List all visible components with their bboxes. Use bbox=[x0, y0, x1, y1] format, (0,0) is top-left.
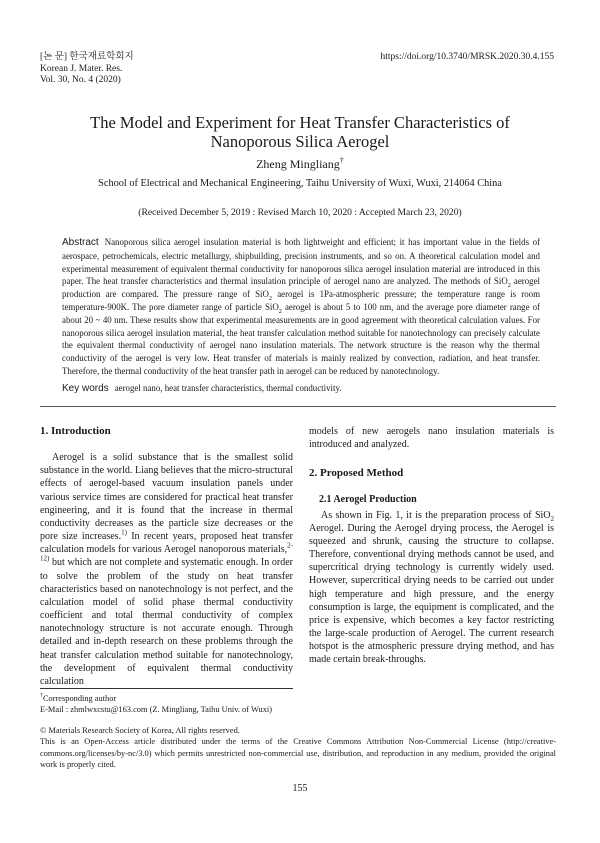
page-number: 155 bbox=[292, 783, 308, 794]
journal-name-en: Korean J. Mater. Res. bbox=[40, 63, 123, 74]
abstract-label: Abstract bbox=[62, 237, 99, 248]
intro-text-3: but which are not complete and systematic enough. In order to solve the problem of the study on heat transfer characteristics based on nanotechnology is not perfect, and the calculation model of solid phase thermal conductivity coefficient and total thermal conductivity of complex nanotechnology structure is not accurate enough. Through detailed and in-depth research on these problems through the heat transfer calculation method suitable for nanotechnology, the development of equivalent thermal conductivity calculation bbox=[40, 557, 293, 687]
license-text: This is an Open-Access article distributed under the terms of the Creative Commons Attribution Non-Commercial License (http://creative-commons.org/licenses/by-nc/3.0) which permits unrestricted non-commercial use, distribution, and reproduction in any medium, provided the original work is properly cited. bbox=[40, 737, 556, 770]
section-1-heading: 1. Introduction bbox=[40, 425, 111, 437]
production-text-1: As shown in Fig. 1, it is the preparation process of SiO bbox=[321, 509, 551, 521]
intro-text-1: Aerogel is a solid substance that is the smallest solid substance in the world. Liang believes that the micro-structural effects of aerogel-based vacuum insulation panels under various service times are considered for practical heat transfer engineering, and it is found that the increase in thermal conductivity decreases as the particle size decreases or the pore size increases. bbox=[40, 452, 293, 543]
production-sub: 2 bbox=[550, 514, 554, 523]
author-name bbox=[0, 157, 600, 172]
production-text-2: Aerogel. During the Aerogel drying process, the Aerogel is squeezed and shrunk, causing the structure to collapse. Therefore, conventional drying methods cannot be used, and supercritical drying technology is currently widely used. However, supercritical drying needs to be carried out under high temperature and high pressure, and the energy consumption is large, the equipment is complicated, and the price is expensive, which becomes a key factor restricting the large-scale production of Aerogel. The current research hotspot is the atmospheric pressure drying method, and has made certain break-throughs. bbox=[309, 522, 554, 666]
abstract-text-1: Nanoporous silica aerogel insulation material is both lightweight and efficient; it has important value in the fields of aerospace, petrochemicals, electric metallurgy, shipbuilding, precision instruments, and so on. A theoretical calculation model and experimental measurement of equivalent thermal conductivity for nanoporous silica aerogel insulation material are introduced in this paper. The heat transfer characteristics and thermal insulation principle of aerogel nano are analyzed. The methods of SiO bbox=[62, 237, 540, 287]
abstract-sub-3: 2 bbox=[278, 307, 282, 315]
introduction-paragraph bbox=[40, 451, 293, 688]
footnote-divider bbox=[40, 688, 293, 689]
ref-2-12: 2-12) bbox=[40, 541, 293, 564]
copyright-line-1: © Materials Research Society of Korea, All rights reserved. bbox=[40, 726, 240, 735]
abstract-text-3: aerogel is 1Pa-atmospheric pressure; the temperature range is room temperature-900K. The pore diameter range of particle SiO bbox=[62, 289, 540, 312]
left-column bbox=[40, 425, 293, 688]
paper-title bbox=[40, 113, 560, 151]
affiliation: School of Electrical and Mechanical Engineering, Taihu University of Wuxi, Wuxi, 214064 China bbox=[98, 178, 502, 189]
journal-volume: Vol. 30, No. 4 (2020) bbox=[40, 75, 121, 85]
title-line-1: The Model and Experiment for Heat Transfer Characteristics of bbox=[90, 113, 510, 132]
title-line-2: Nanoporous Silica Aerogel bbox=[210, 132, 390, 151]
intro-text-2: In recent years, proposed heat transfer calculation models for various Aerogel nanoporous materials, bbox=[40, 531, 293, 556]
copyright-notice bbox=[40, 725, 556, 771]
journal-header bbox=[40, 52, 134, 87]
abstract-sub-2: 2 bbox=[268, 294, 273, 302]
right-column bbox=[309, 425, 554, 667]
received-dates: (Received December 5, 2019 : Revised March 10, 2020 : Accepted March 23, 2020) bbox=[138, 207, 462, 218]
keywords bbox=[62, 383, 540, 394]
footnote bbox=[40, 693, 560, 716]
footnote-mark: † bbox=[40, 693, 43, 700]
journal-name-kr: [논 문] 한국재료학회지 bbox=[40, 52, 134, 62]
ref-1: 1) bbox=[121, 528, 127, 537]
author-mark: † bbox=[339, 156, 344, 165]
aerogel-production-paragraph bbox=[309, 509, 554, 667]
author-text: Zheng Mingliang bbox=[256, 157, 340, 171]
subsection-2-1-heading: 2.1 Aerogel Production bbox=[319, 494, 417, 506]
footnote-line-1 bbox=[40, 693, 560, 704]
abstract-text-4: aerogel is about 5 to 100 nm, and the average pore diameter range of about 20 ~ 40 nm. These results show that experimental measurements are in good agreement with theoretical calculation values. For nanoporous silica aerogel insulation material, the heat transfer calculation method suitable for nanotechnology can precisely calculate the equivalent thermal conductivity of aerogel nano insulation materials. The network structure is the reason why the thermal conductivity of the aerogel is very low. Heat transfer of materials is mainly realized by convection, radiation, and heat transfer. Therefore, the thermal conductivity of the heat transfer path in aerogel can be reduced by nanotechnology. bbox=[62, 301, 541, 376]
abstract-text-2: aerogel production are compared. The pressure range of SiO bbox=[62, 276, 540, 300]
section-divider bbox=[40, 406, 556, 407]
keywords-label: Key words bbox=[62, 383, 109, 394]
corresponding-email: E-Mail : zhmlwxcstu@163.com (Z. Mingliang, Taihu Univ. of Wuxi) bbox=[40, 705, 273, 715]
abstract-sub-1: 2 bbox=[507, 282, 511, 290]
corresponding-author: Corresponding author bbox=[42, 694, 117, 703]
keywords-text: aerogel nano, heat transfer characteristics, thermal conductivity. bbox=[114, 383, 342, 393]
abstract bbox=[62, 236, 540, 378]
doi-link[interactable]: https://doi.org/10.3740/MRSK.2020.30.4.155 bbox=[380, 52, 554, 62]
section-2-heading: 2. Proposed Method bbox=[309, 467, 404, 480]
intro-continuation: models of new aerogels nano insulation materials is introduced and analyzed. bbox=[309, 426, 554, 451]
